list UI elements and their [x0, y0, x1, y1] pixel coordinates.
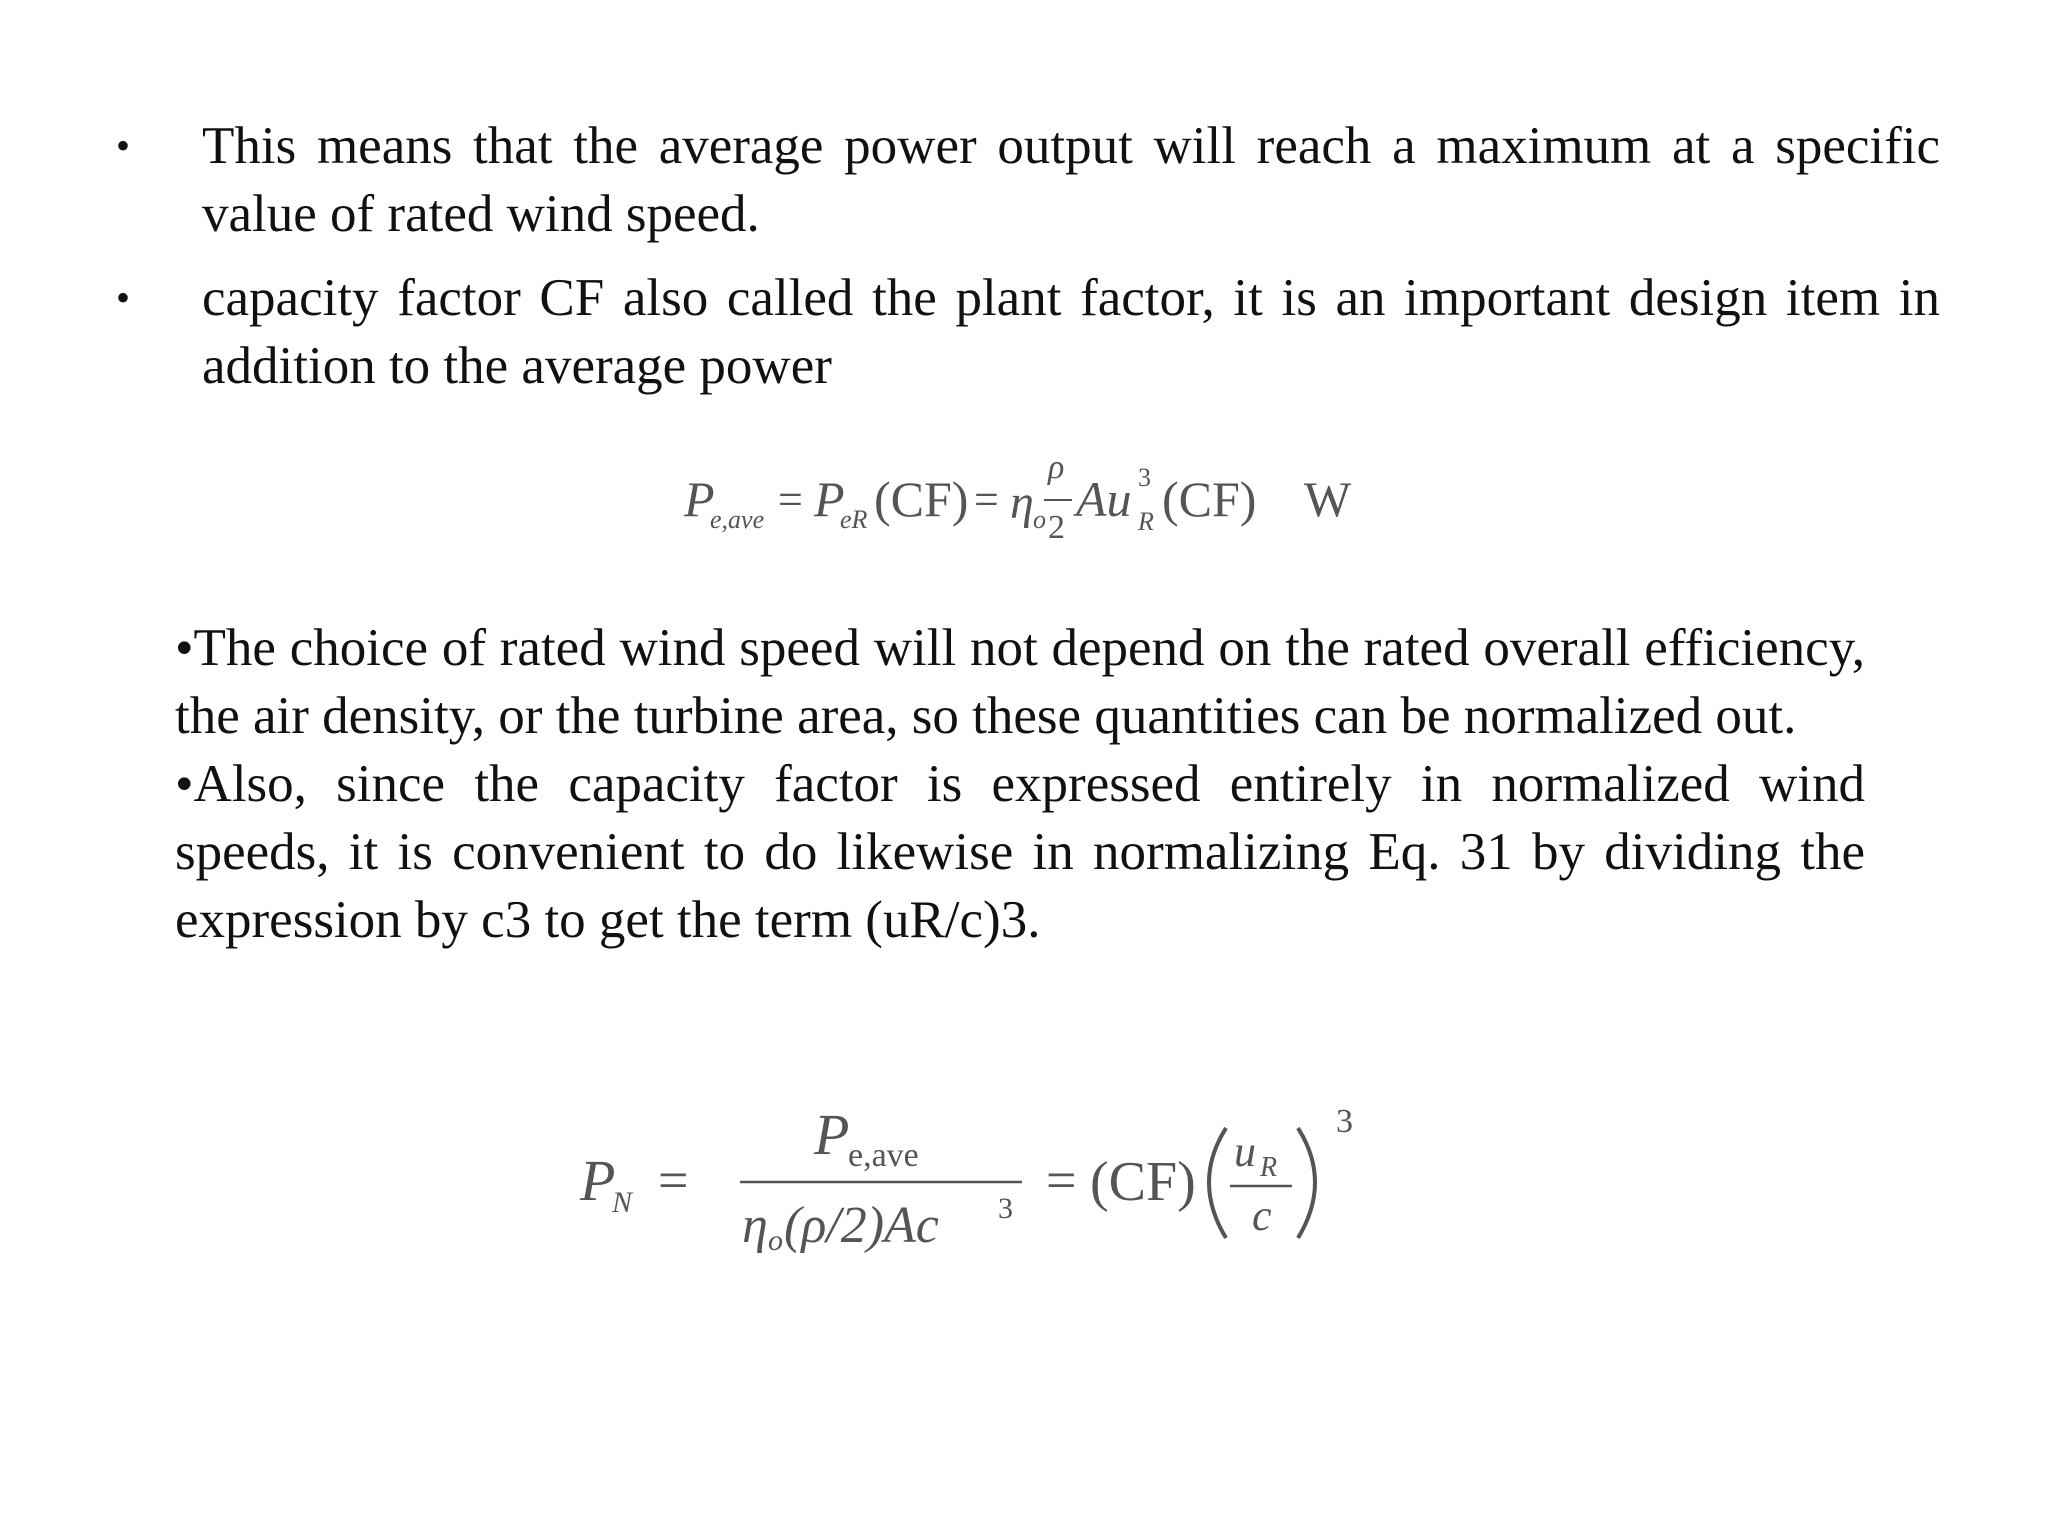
eq1-area-speed: Au [1076, 471, 1132, 527]
eq1-eta-subscript: o [1033, 505, 1046, 534]
eq2-equals: = [658, 1150, 689, 1210]
eq2-denominator-exponent: 3 [998, 1192, 1013, 1225]
eq1-speed-exponent: 3 [1138, 463, 1151, 492]
normalized-power-equation [570, 1090, 1450, 1290]
eq2-denominator-rest: (ρ/2)Ac [784, 1197, 939, 1254]
eq2-inner-numerator-subscript: R [1260, 1152, 1278, 1183]
eq1-unit: W [1304, 471, 1352, 527]
eq1-cf-2: (CF) [1162, 471, 1257, 527]
eq1-speed-subscript: R [1138, 507, 1154, 536]
eq2-denominator-eta-subscript: o [768, 1224, 783, 1257]
eq1-cf: (CF) [874, 471, 969, 527]
eq2-left-paren [1209, 1128, 1226, 1238]
eq2-lhs-subscript: N [612, 1186, 633, 1219]
eq1-fraction-denominator: 2 [1048, 509, 1065, 546]
eq2-lhs: P [580, 1148, 616, 1213]
bullet-text: This means that the average power output will reach a maximum at a specific value of rated wind speed. [202, 117, 1940, 243]
eq1-equals: = [778, 475, 803, 524]
eq2-numerator: P [814, 1102, 850, 1167]
bullet-text: capacity factor CF also called the plant factor, it is an important design item in addition to the average power [202, 269, 1940, 395]
eq1-fraction-numerator: ρ [1048, 449, 1065, 486]
eq1-lhs-subscript: e,ave [710, 505, 765, 534]
eq2-inner-numerator: u [1234, 1127, 1256, 1176]
bullet-item-capacity-factor [110, 264, 1940, 400]
eq1-eta: η [1010, 476, 1034, 529]
explanation-block [175, 614, 1865, 954]
eq2-numerator-subscript: e,ave [848, 1137, 919, 1174]
bullet-marker: • [116, 123, 131, 168]
eq1-equals-2: = [974, 475, 999, 524]
bullet-marker: • [116, 275, 131, 320]
average-power-equation [680, 438, 1380, 568]
paragraph-rated-wind-speed: •The choice of rated wind speed will not depend on the rated overall efficiency, the air density, or the turbine area, so these quantities can be normalized out. [175, 619, 1865, 745]
eq2-denominator-eta: η [742, 1197, 768, 1254]
paragraph-normalization: •Also, since the capacity factor is expressed entirely in normalized wind speeds, it is convenient to do likewise in normalizing Eq. 31 by dividing the expression by c3 to get the term (uR/c)3. [175, 755, 1865, 949]
eq1-lhs: P [684, 471, 715, 527]
eq2-equals-2: = [1046, 1150, 1077, 1210]
eq1-term1-subscript: eR [840, 505, 868, 534]
eq2-right-paren [1298, 1128, 1315, 1238]
eq2-power: 3 [1336, 1103, 1353, 1140]
bullet-list [110, 112, 1940, 416]
bullet-item-rated-wind-speed [110, 112, 1940, 248]
eq1-term1: P [814, 471, 845, 527]
eq2-cf: (CF) [1090, 1151, 1196, 1213]
eq2-inner-denominator: c [1252, 1191, 1272, 1240]
